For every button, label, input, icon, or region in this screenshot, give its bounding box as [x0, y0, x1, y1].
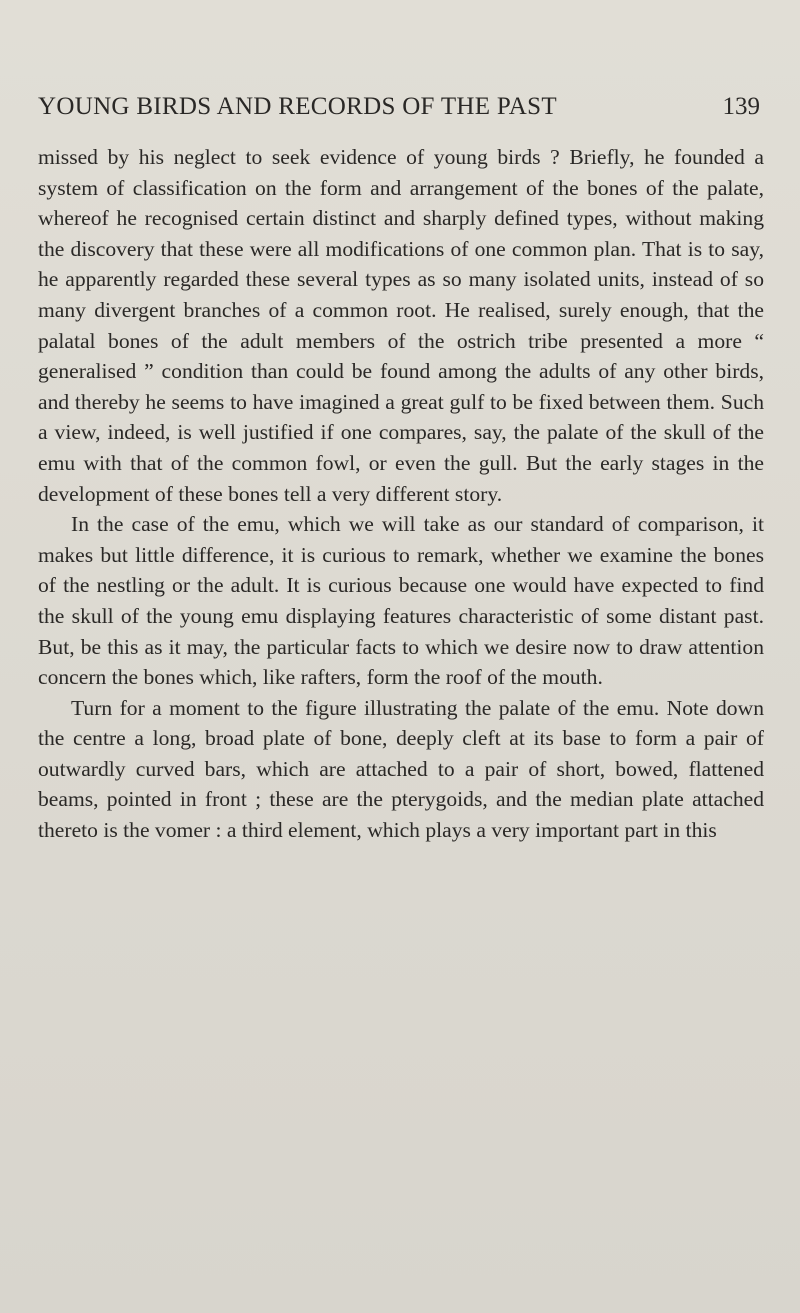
paragraph-1: missed by his neglect to seek evidence of young birds ? Briefly, he founded a system of classification on the form and arrangement of the bones of the palate, whereof he recognised certain distinct and sharply defined types, without making the discovery that these were all modifications of one common plan. That is to say, he apparently regarded these several types as so many isolated units, instead of so many divergent branches of a common root. He realised, surely enough, that the palatal bones of the adult members of the ostrich tribe presented a more “ generalised ” condition than could be found among the adults of any other birds, and thereby he seems to have imagined a great gulf to be fixed between them. Such a view, indeed, is well justified if one compares, say, the palate of the skull of the emu with that of the common fowl, or even the gull. But the early stages in the development of these bones tell a very different story. [38, 145, 764, 506]
page-number: 139 [722, 93, 760, 120]
body-text [38, 142, 764, 846]
running-title: YOUNG BIRDS AND RECORDS OF THE PAST [38, 93, 557, 120]
running-head [38, 93, 762, 127]
paragraph-2: In the case of the emu, which we will take as our standard of comparison, it makes but little difference, it is curious to remark, whether we examine the bones of the nestling or the adult. It is curious because one would have expected to find the skull of the young emu displaying features characteristic of some distant past. But, be this as it may, the particular facts to which we desire now to draw attention concern the bones which, like rafters, form the roof of the mouth. [38, 512, 764, 690]
paragraph-3: Turn for a moment to the figure illustrating the palate of the emu. Note down the centre a long, broad plate of bone, deeply cleft at its base to form a pair of outwardly curved bars, which are attached to a pair of short, bowed, flattened beams, pointed in front ; these are the pterygoids, and the median plate attached thereto is the vomer : a third element, which plays a very important part in this [38, 695, 764, 843]
